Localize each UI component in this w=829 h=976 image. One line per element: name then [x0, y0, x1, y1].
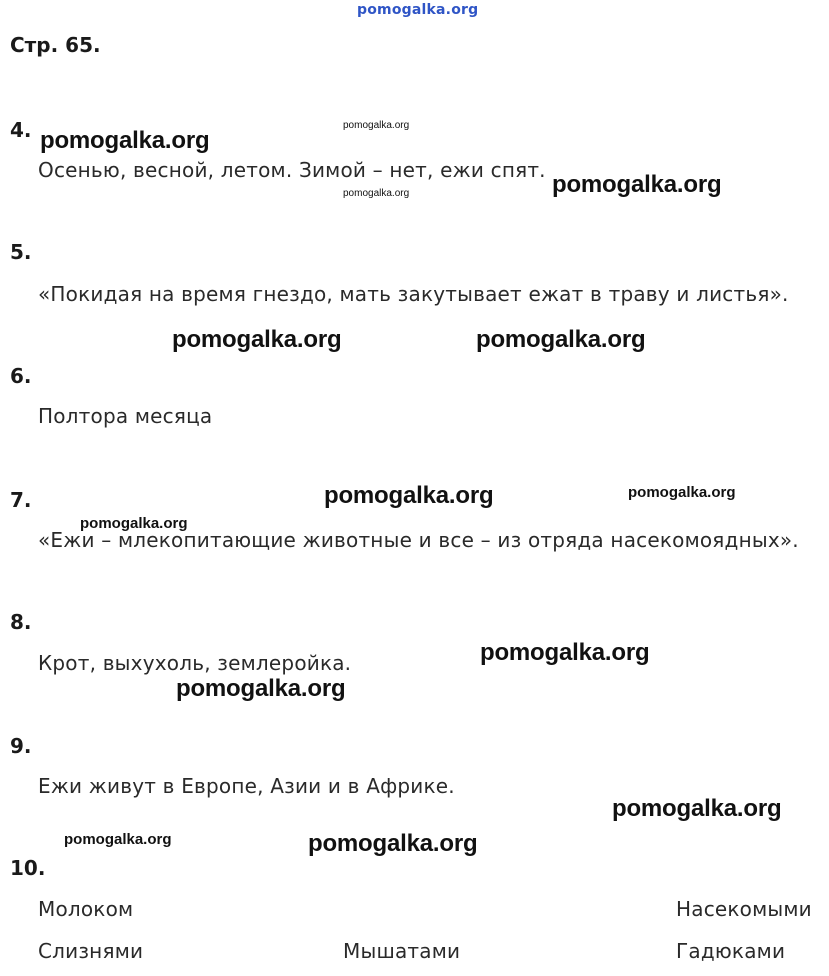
answer-5: «Покидая на время гнездо, мать закутывает ежат в траву и листья». — [38, 282, 789, 306]
watermark: pomogalka.org — [64, 831, 172, 848]
watermark: pomogalka.org — [343, 120, 410, 131]
watermark: pomogalka.org — [612, 795, 782, 822]
q10-item-1: Молоком — [38, 897, 134, 921]
header-watermark: pomogalka.org — [357, 2, 479, 18]
question-number-9: 9. — [10, 734, 32, 758]
answer-8: Крот, выхухоль, землеройка. — [38, 651, 352, 675]
question-number-6: 6. — [10, 364, 32, 388]
watermark: pomogalka.org — [176, 675, 346, 702]
question-number-5: 5. — [10, 240, 32, 264]
question-number-7: 7. — [10, 488, 32, 512]
answer-6: Полтора месяца — [38, 404, 213, 428]
watermark: pomogalka.org — [324, 482, 494, 509]
answer-7: «Ежи – млекопитающие животные и все – из отряда насекомоядных». — [38, 528, 799, 552]
watermark: pomogalka.org — [480, 639, 650, 666]
watermark: pomogalka.org — [80, 515, 188, 532]
watermark: pomogalka.org — [308, 830, 478, 857]
page-title: Стр. 65. — [10, 33, 101, 57]
answer-9: Ежи живут в Европе, Азии и в Африке. — [38, 774, 455, 798]
q10-item-3: Слизнями — [38, 939, 144, 963]
watermark: pomogalka.org — [40, 127, 210, 154]
question-number-4: 4. — [10, 118, 32, 142]
answer-4: Осенью, весной, летом. Зимой – нет, ежи спят. — [38, 158, 546, 182]
watermark: pomogalka.org — [343, 188, 410, 199]
watermark: pomogalka.org — [552, 171, 722, 198]
q10-item-2: Насекомыми — [676, 897, 812, 921]
q10-item-4: Мышатами — [343, 939, 461, 963]
question-number-8: 8. — [10, 610, 32, 634]
watermark: pomogalka.org — [172, 326, 342, 353]
watermark: pomogalka.org — [476, 326, 646, 353]
q10-item-5: Гадюками — [676, 939, 786, 963]
watermark: pomogalka.org — [628, 484, 736, 501]
question-number-10: 10. — [10, 856, 46, 880]
